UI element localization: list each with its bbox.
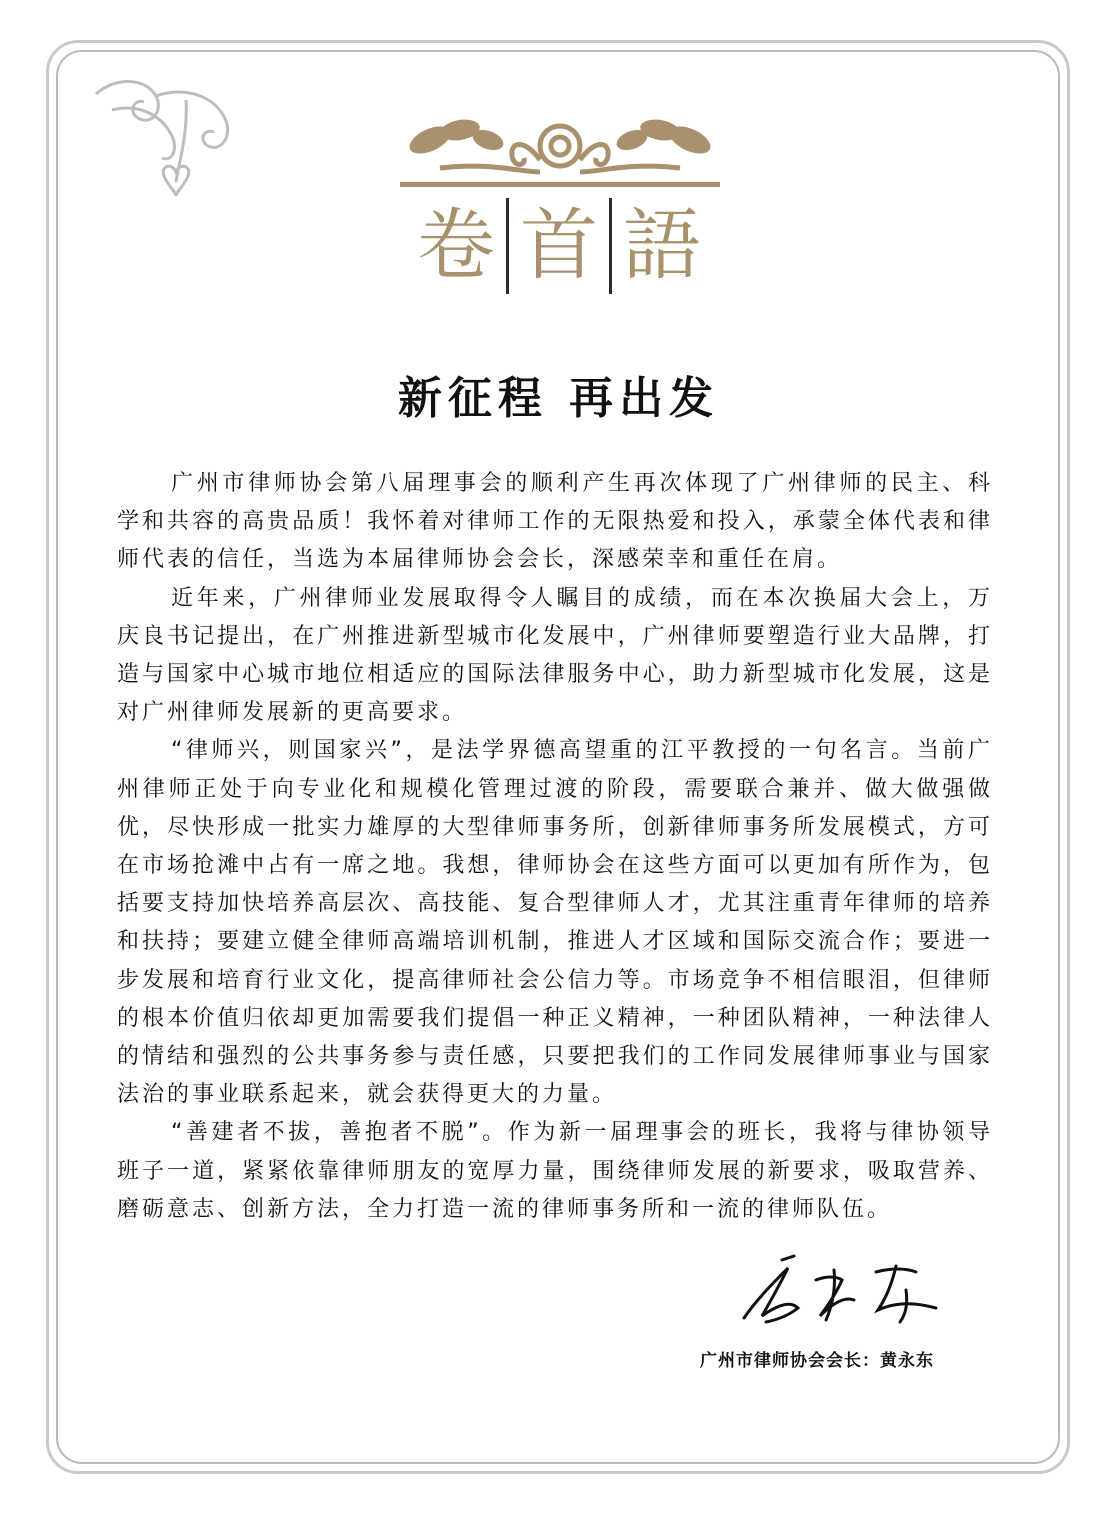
heading-char: 語: [622, 201, 701, 291]
handwritten-signature: [736, 1250, 956, 1330]
article-body: [117, 465, 993, 1229]
paragraph: “律师兴，则国家兴”，是法学界德高望重的江平教授的一句名言。当前广州律师正处于向专业化和规模化管理过渡的阶段，需要联合兼并、做大做强做优，尽快形成一批实力雄厚的大型律师事务所，创新律师事务所发展模式，方可在市场抢滩中占有一席之地。我想，律师协会在这些方面可以更加有所作为，包括要支持加快培养高层次、高技能、复合型律师人才，尤其注重青年律师的培养和扶持；要建立健全律师高端培训机制，推进人才区域和国际交流合作；要进一步发展和培育行业文化，提高律师社会公信力等。市场竞争不相信眼泪，但律师的根本价值归依却更加需要我们提倡一种正义精神，一种团队精神，一种法律人的情结和强烈的公共事务参与责任感，只要把我们的工作同发展律师事业与国家法治的事业联系起来，就会获得更大的力量。: [117, 738, 993, 1108]
heading-char: 卷: [416, 201, 495, 291]
paragraph: “善建者不拔，善抱者不脱”。作为新一届理事会的班长，我将与律协领导班子一道，紧紧依靠律师朋友的宽厚力量，围绕律师发展的新要求，吸取营养、磨砺意志、创新方法，全力打造一流的律师事务所和一流的律师队伍。: [117, 1120, 993, 1222]
swirl-heart-icon: [76, 66, 246, 226]
signer-line: 广州市律师协会会长：黄永东: [700, 1351, 934, 1371]
paragraph: 近年来，广州律师业发展取得令人瞩目的成绩，而在本次换届大会上，万庆良书记提出，在广州推进新型城市化发展中，广州律师要塑造行业大品牌，打造与国家中心城市地位相适应的国际法律服务中心，助力新型城市化发展，这是对广州律师发展新的更高要求。: [117, 585, 993, 726]
floral-ornament-icon: [390, 110, 730, 192]
paragraph: 广州市律师协会第八届理事会的顺利产生再次体现了广州律师的民主、科学和共容的高贵品质！我怀着对律师工作的无限热爱和投入，承蒙全体代表和律师代表的信任，当选为本届律师协会会长，深感荣幸和重任在肩。: [117, 471, 993, 573]
heading-char: 首: [519, 201, 598, 291]
article-title: 新征程 再出发: [397, 373, 720, 424]
column-heading: [384, 196, 734, 296]
